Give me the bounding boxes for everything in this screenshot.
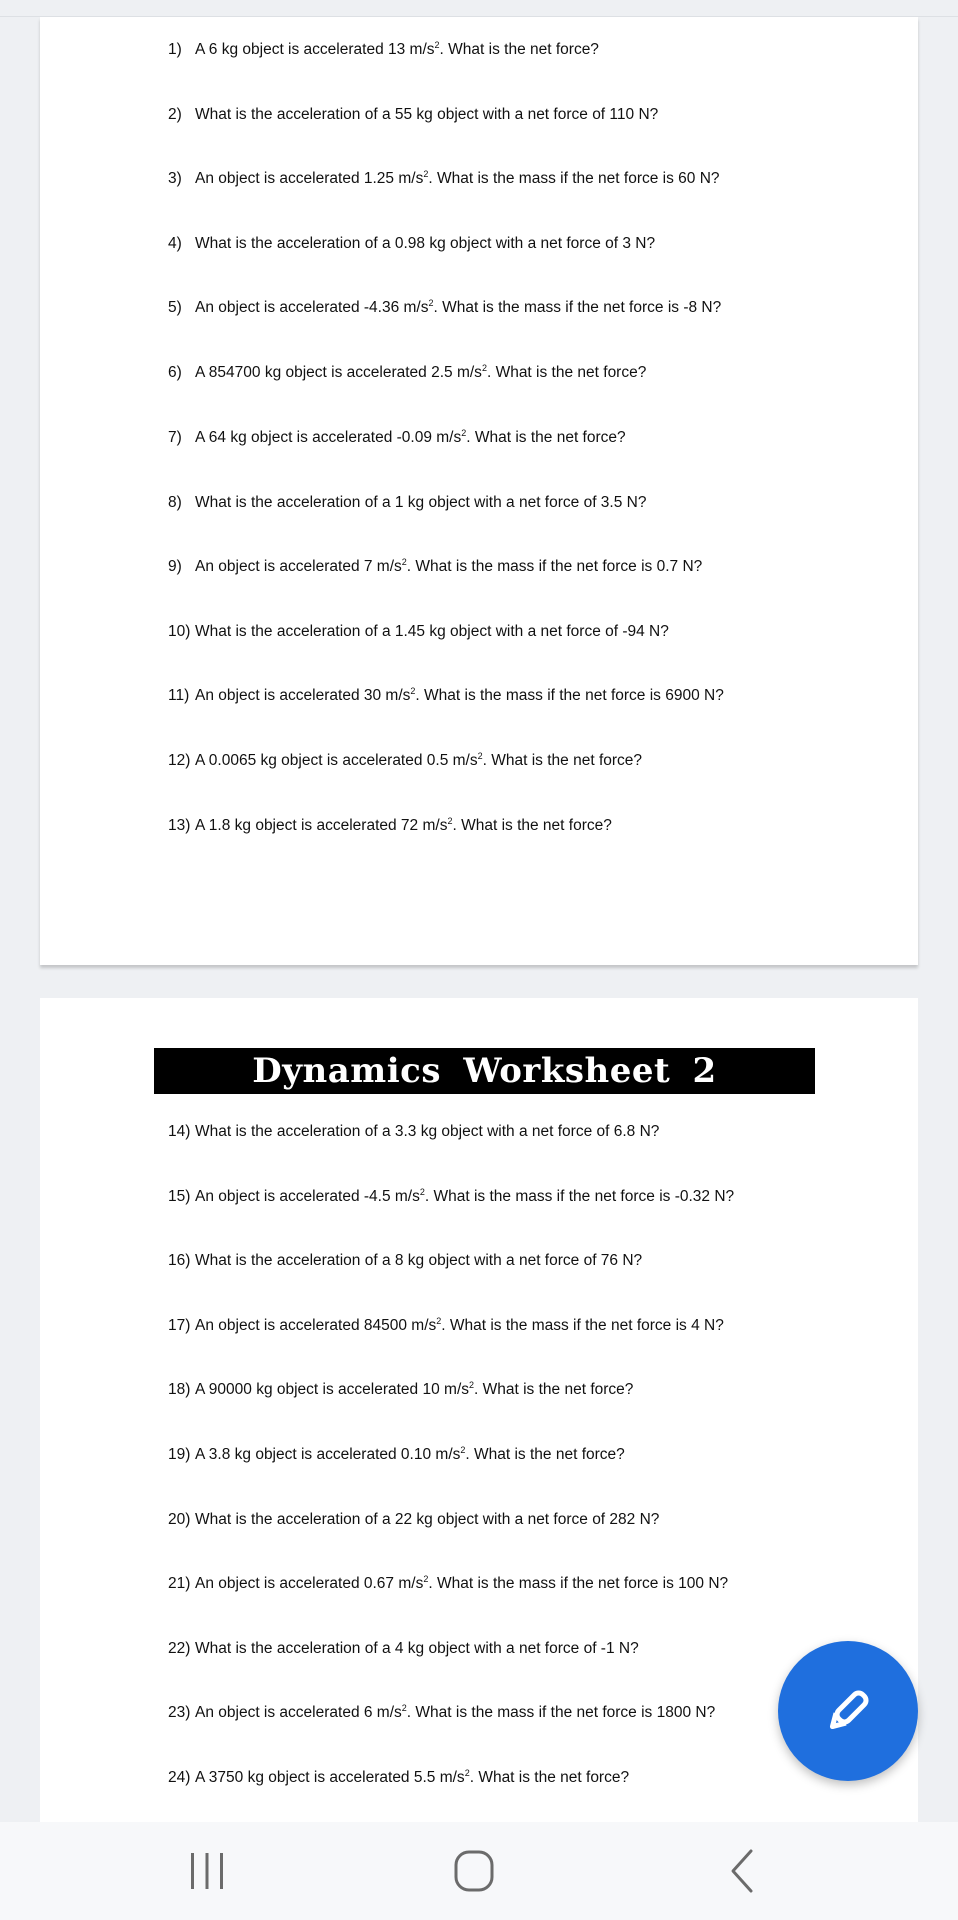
question-number: 21) bbox=[168, 1575, 191, 1592]
question-20: 20) What is the acceleration of a 22 kg object with a net force of 282 N? bbox=[168, 1511, 660, 1528]
question-12: 12) A 0.0065 kg object is accelerated 0.5 $m/s^2$. What is the net force? bbox=[168, 750, 643, 769]
question-19: 19) A 3.8 kg object is accelerated 0.10 $m/s^2$. What is the net force? bbox=[168, 1444, 625, 1463]
question-number: 8) bbox=[168, 494, 182, 511]
question-22: 22) What is the acceleration of a 4 kg object with a net force of -1 N? bbox=[168, 1640, 639, 1657]
question-18: 18) A 90000 kg object is accelerated 10 $m/s^2$. What is the net force? bbox=[168, 1379, 634, 1398]
question-7: 7) A 64 kg object is accelerated -0.09 $m/s^2$. What is the net force? bbox=[168, 427, 626, 446]
question-3: 3) An object is accelerated 1.25 $m/s^2$. What is the mass if the net force is 60 N? bbox=[168, 168, 720, 187]
question-14: 14) What is the acceleration of a 3.3 kg object with a net force of 6.8 N? bbox=[168, 1123, 660, 1140]
question-number: 18) bbox=[168, 1381, 191, 1398]
question-23: 23) An object is accelerated 6 $m/s^2$. What is the mass if the net force is 1800 N? bbox=[168, 1702, 716, 1721]
question-number: 15) bbox=[168, 1188, 191, 1205]
question-number: 16) bbox=[168, 1252, 191, 1269]
question-number: 12) bbox=[168, 752, 191, 769]
question-2: 2) What is the acceleration of a 55 kg object with a net force of 110 N? bbox=[168, 106, 659, 123]
question-1: 1) A 6 kg object is accelerated 13 $m/s^2$. What is the net force? bbox=[168, 39, 599, 58]
question-number: 19) bbox=[168, 1446, 191, 1463]
system-nav-bar bbox=[0, 1822, 958, 1920]
worksheet-title: Dynamics Worksheet 2 bbox=[154, 1048, 815, 1094]
question-number: 11) bbox=[168, 687, 190, 704]
edit-fab-button[interactable] bbox=[778, 1641, 918, 1781]
question-number: 6) bbox=[168, 364, 182, 381]
question-5: 5) An object is accelerated -4.36 $m/s^2$. What is the mass if the net force is -8 N? bbox=[168, 297, 722, 316]
question-number: 23) bbox=[168, 1704, 191, 1721]
question-number: 24) bbox=[168, 1769, 191, 1786]
top-strip bbox=[0, 0, 958, 17]
question-number: 4) bbox=[168, 235, 182, 252]
question-number: 14) bbox=[168, 1123, 191, 1140]
question-number: 20) bbox=[168, 1511, 191, 1528]
back-button[interactable] bbox=[683, 1822, 803, 1920]
question-15: 15) An object is accelerated -4.5 $m/s^2$. What is the mass if the net force is -0.32 N? bbox=[168, 1186, 735, 1205]
back-icon bbox=[719, 1847, 767, 1895]
question-9: 9) An object is accelerated 7 $m/s^2$. What is the mass if the net force is 0.7 N? bbox=[168, 556, 703, 575]
question-4: 4) What is the acceleration of a 0.98 kg object with a net force of 3 N? bbox=[168, 235, 656, 252]
question-number: 10) bbox=[168, 623, 191, 640]
question-10: 10) What is the acceleration of a 1.45 kg object with a net force of -94 N? bbox=[168, 623, 669, 640]
question-8: 8) What is the acceleration of a 1 kg object with a net force of 3.5 N? bbox=[168, 494, 647, 511]
question-number: 3) bbox=[168, 170, 182, 187]
recent-apps-button[interactable] bbox=[147, 1822, 267, 1920]
pencil-icon bbox=[820, 1683, 876, 1739]
home-icon bbox=[450, 1847, 498, 1895]
question-number: 1) bbox=[168, 41, 182, 58]
question-number: 22) bbox=[168, 1640, 191, 1657]
question-16: 16) What is the acceleration of a 8 kg object with a net force of 76 N? bbox=[168, 1252, 643, 1269]
home-button[interactable] bbox=[414, 1822, 534, 1920]
worksheet-page-1 bbox=[40, 17, 918, 965]
question-6: 6) A 854700 kg object is accelerated 2.5 $m/s^2$. What is the net force? bbox=[168, 362, 647, 381]
question-number: 13) bbox=[168, 817, 191, 834]
question-number: 9) bbox=[168, 558, 182, 575]
question-21: 21) An object is accelerated 0.67 $m/s^2$. What is the mass if the net force is 100 N? bbox=[168, 1573, 729, 1592]
question-11: 11) An object is accelerated 30 $m/s^2$. What is the mass if the net force is 6900 N? bbox=[168, 685, 724, 704]
question-number: 2) bbox=[168, 106, 182, 123]
question-number: 7) bbox=[168, 429, 182, 446]
question-number: 17) bbox=[168, 1317, 191, 1334]
recent-apps-icon bbox=[183, 1847, 231, 1895]
question-17: 17) An object is accelerated 84500 $m/s^2$. What is the mass if the net force is 4 N? bbox=[168, 1315, 724, 1334]
question-number: 5) bbox=[168, 299, 182, 316]
question-24: 24) A 3750 kg object is accelerated 5.5 $m/s^2$. What is the net force? bbox=[168, 1767, 630, 1786]
question-13: 13) A 1.8 kg object is accelerated 72 $m/s^2$. What is the net force? bbox=[168, 815, 612, 834]
